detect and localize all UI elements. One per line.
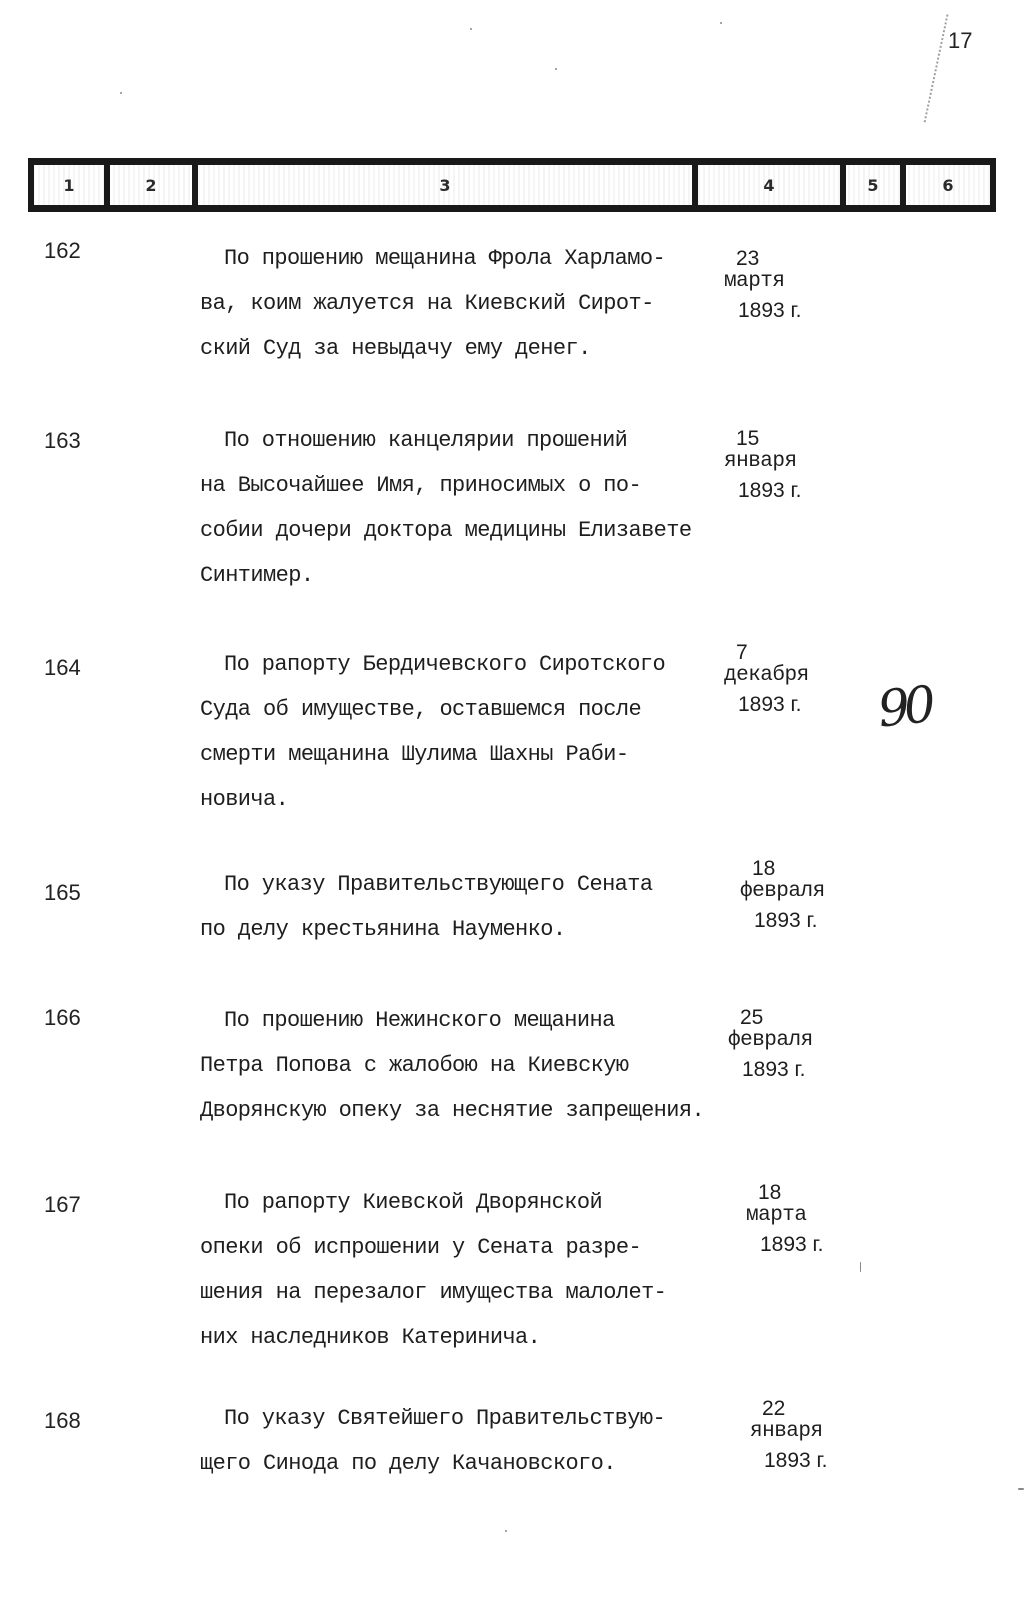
entry-line: Синтимер. [200, 563, 314, 588]
entry-line: Петра Попова с жалобою на Киевскую [200, 1053, 629, 1078]
scan-speck [470, 28, 472, 30]
entry-line: По прошению мещанина Фрола Харламо- [224, 246, 666, 271]
date-month: февраля [728, 1029, 813, 1052]
entry-number: 164 [44, 655, 81, 680]
entry-line: них наследников Катеринича. [200, 1325, 541, 1350]
date-month: марта [746, 1204, 807, 1227]
date-year: 1893 г. [738, 479, 802, 502]
entry-line: По отношению канцелярии прошений [224, 428, 628, 453]
date-month: января [724, 450, 797, 473]
entry-line: ский Суд за невыдачу ему денег. [200, 336, 591, 361]
handwritten-note: 90 [875, 675, 933, 739]
date-year: 1893 г. [738, 299, 802, 322]
date-day: 15 [736, 427, 760, 450]
entry-date [728, 1007, 813, 1087]
scan-speck [505, 1530, 507, 1532]
entry-line: щего Синода по делу Качановского. [200, 1451, 616, 1476]
entry-description [200, 642, 760, 822]
entry-line: собии дочери доктора медицины Елизавете [200, 518, 692, 543]
date-month: декабря [724, 664, 809, 687]
scan-speck [555, 68, 557, 70]
date-day: 23 [736, 247, 760, 270]
entry-number: 165 [44, 880, 81, 905]
entry-description [200, 1180, 760, 1360]
sheet-number: 17 [948, 28, 973, 53]
entry-date [750, 1398, 827, 1478]
date-year: 1893 г. [742, 1058, 806, 1081]
entry-description [200, 418, 760, 598]
entry-number: 167 [44, 1192, 81, 1217]
scan-speck [860, 1262, 861, 1272]
entry-date [746, 1182, 823, 1262]
entry-line: По указу Святейшего Правительствую- [224, 1406, 666, 1431]
date-month: февраля [740, 880, 825, 903]
entry-line: по делу крестьянина Науменко. [200, 917, 566, 942]
column-header-5: 5 [840, 165, 900, 205]
entry-description [200, 236, 760, 371]
entry-line: Дворянскую опеку за неснятие запрещения. [200, 1098, 705, 1123]
entry-line: По рапорту Бердичевского Сиротского [224, 652, 666, 677]
column-header-4: 4 [692, 165, 840, 205]
scan-speck [120, 92, 122, 94]
entry-description [200, 862, 760, 952]
entry-line: шения на перезалог имущества малолет- [200, 1280, 667, 1305]
date-day: 22 [762, 1397, 786, 1420]
entry-line: ва, коим жалуется на Киевский Сирот- [200, 291, 654, 316]
date-year: 1893 г. [754, 909, 818, 932]
entry-line: опеки об испрошении у Сената разре- [200, 1235, 642, 1260]
entry-line: По рапорту Киевской Дворянской [224, 1190, 603, 1215]
entry-line: По прошению Нежинского мещанина [224, 1008, 615, 1033]
date-day: 18 [758, 1181, 782, 1204]
entry-description [200, 1396, 760, 1486]
date-day: 25 [740, 1006, 764, 1029]
date-month: мартя [724, 270, 785, 293]
entry-number: 168 [44, 1408, 81, 1433]
date-day: 7 [736, 641, 748, 664]
column-header-3: 3 [192, 165, 692, 205]
date-year: 1893 г. [738, 693, 802, 716]
entry-number: 162 [44, 238, 81, 263]
entry-line: Суда об имуществе, оставшемся после [200, 697, 642, 722]
scan-speck [720, 22, 722, 24]
entry-date [724, 428, 801, 508]
entry-number: 163 [44, 428, 81, 453]
column-header-2: 2 [104, 165, 192, 205]
entry-description [200, 998, 760, 1133]
date-year: 1893 г. [764, 1449, 828, 1472]
column-header-1: 1 [28, 165, 104, 205]
entry-date [724, 248, 801, 328]
date-year: 1893 г. [760, 1233, 824, 1256]
entry-line: По указу Правительствующего Сената [224, 872, 653, 897]
scan-speck [1018, 1488, 1024, 1490]
entry-line: смерти мещанина Шулима Шахны Раби- [200, 742, 629, 767]
column-header-bar [28, 158, 996, 212]
entry-line: новича. [200, 787, 289, 812]
entry-date [724, 642, 809, 722]
date-month: января [750, 1420, 823, 1443]
entry-line: на Высочайшее Имя, приносимых о по- [200, 473, 642, 498]
entry-date [740, 858, 825, 938]
column-header-6: 6 [900, 165, 996, 205]
entry-number: 166 [44, 1005, 81, 1030]
date-day: 18 [752, 857, 776, 880]
